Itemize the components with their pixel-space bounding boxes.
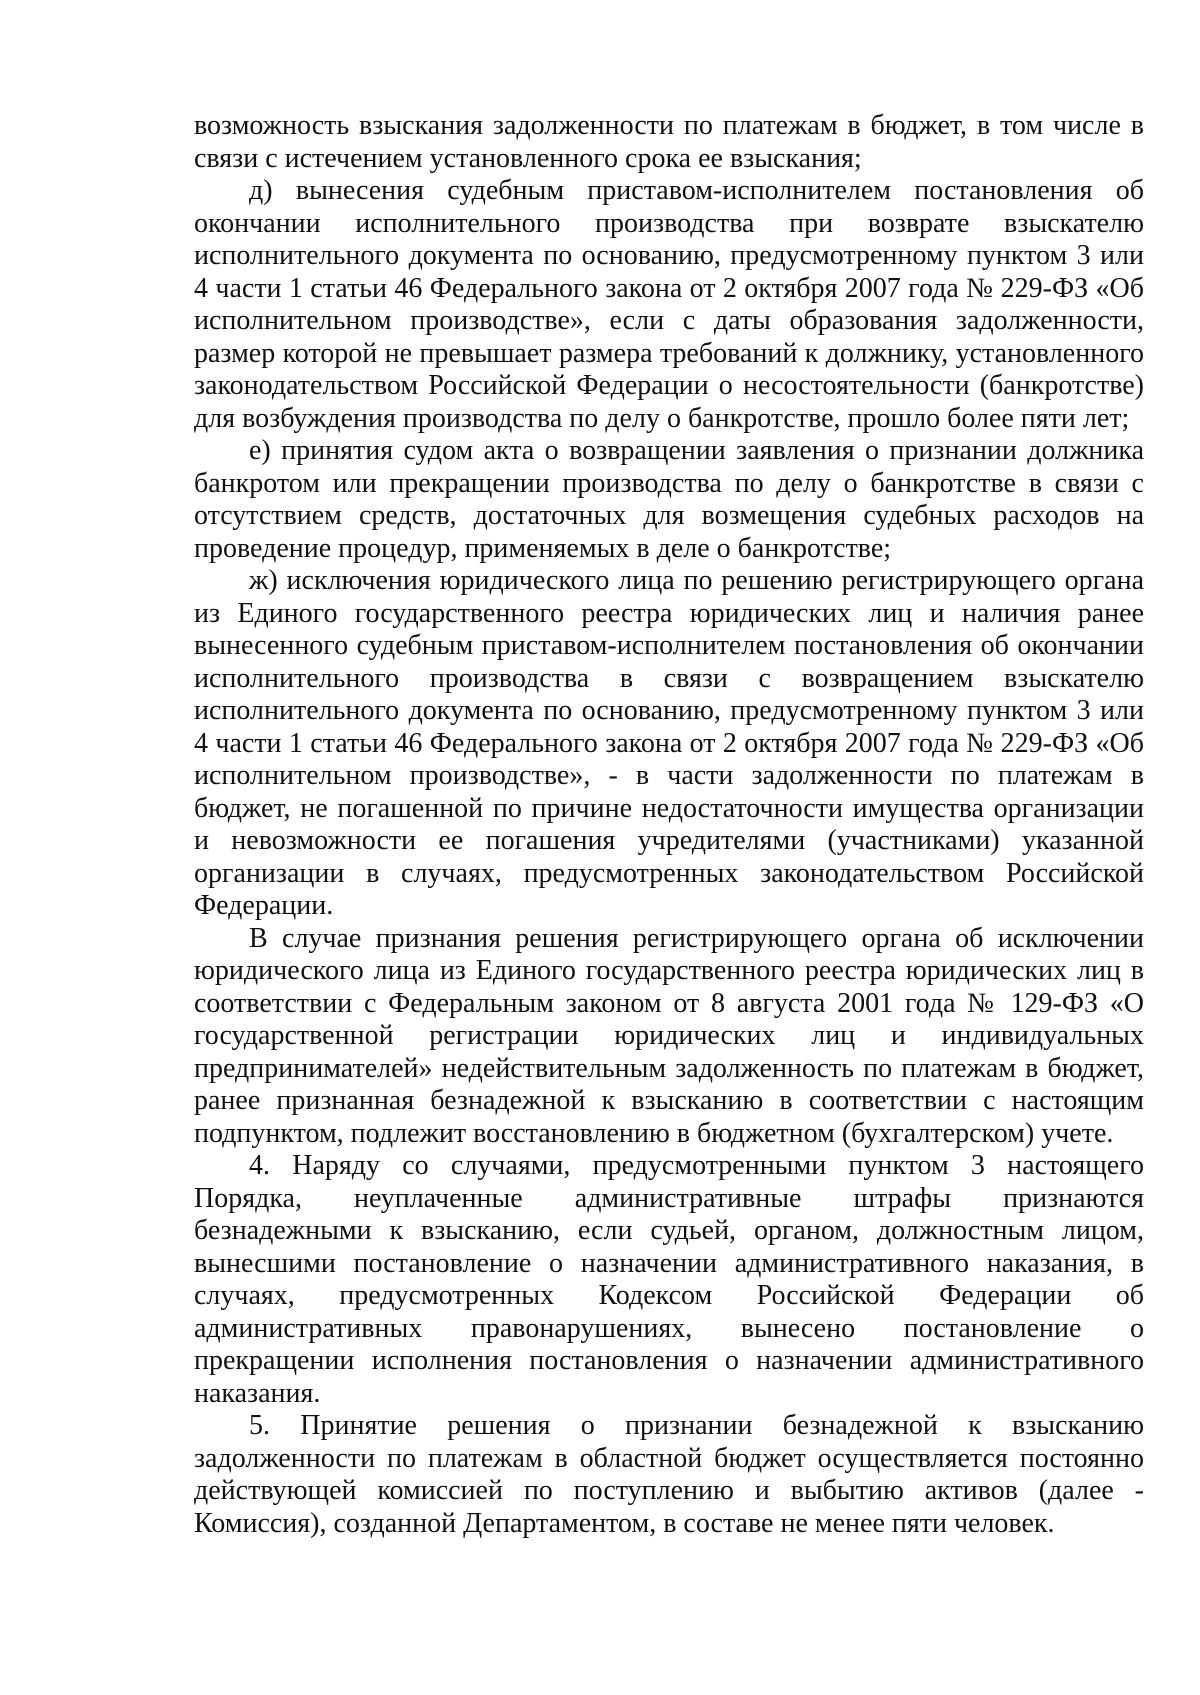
- paragraph-point-5: 5. Принятие решения о признании безнадежной к взысканию задолженности по платежам в областной бюджет осуществляется постоянно действующей комиссией по поступлению и выбытию активов (далее - Комиссия), созданной Департаментом, в составе не менее пяти человек.: [194, 1410, 1144, 1539]
- paragraph-item-e: е) принятия судом акта о возвращении заявления о признании должника банкротом или прекращении производства по делу о банкротстве в связи с отсутствием средств, достаточных для возмещения судебных расходов на проведение процедур, применяемых в деле о банкротстве;: [194, 435, 1144, 564]
- paragraph-point-4: 4. Наряду со случаями, предусмотренными пунктом 3 настоящего Порядка, неуплаченные административные штрафы признаются безнадежными к взысканию, если судьей, органом, должностным лицом, вынесшими постановление о назначении административного наказания, в случаях, предусмотренных Кодексом Российской Федерации об административных правонарушениях, вынесено постановление о прекращении исполнения постановления о назначении административного наказания.: [194, 1150, 1144, 1409]
- paragraph-item-d: д) вынесения судебным приставом-исполнителем постановления об окончании исполнительного производства при возврате взыскателю исполнительного документа по основанию, предусмотренному пунктом 3 или 4 части 1 статьи 46 Федерального закона от 2 октября 2007 года № 229-ФЗ «Об исполнительном производстве», если с даты образования задолженности, размер которой не превышает размера требований к должнику, установленного законодательством Российской Федерации о несостоятельности (банкротстве) для возбуждения производства по делу о банкротстве, прошло более пяти лет;: [194, 175, 1144, 434]
- paragraph-restoration-case: В случае признания решения регистрирующего органа об исключении юридического лица из Единого государственного реестра юридических лиц в соответствии с Федеральным законом от 8 августа 2001 года № 129-ФЗ «О государственной регистрации юридических лиц и индивидуальных предпринимателей» недействительным задолженность по платежам в бюджет, ранее признанная безнадежной к взысканию в соответствии с настоящим подпунктом, подлежит восстановлению в бюджетном (бухгалтерском) учете.: [194, 922, 1144, 1149]
- paragraph-item-zh: ж) исключения юридического лица по решению регистрирующего органа из Единого государственного реестра юридических лиц и наличия ранее вынесенного судебным приставом-исполнителем постановления об окончании исполнительного производства в связи с возвращением взыскателю исполнительного документа по основанию, предусмотренному пунктом 3 или 4 части 1 статьи 46 Федерального закона от 2 октября 2007 года № 229-ФЗ «Об исполнительном производстве», - в части задолженности по платежам в бюджет, не погашенной по причине недостаточности имущества организации и невозможности ее погашения учредителями (участниками) указанной организации в случаях, предусмотренных законодательством Российской Федерации.: [194, 565, 1144, 921]
- paragraph-continuation: возможность взыскания задолженности по платежам в бюджет, в том числе в связи с истечением установленного срока ее взыскания;: [194, 110, 1144, 174]
- document-page: [194, 110, 1144, 1540]
